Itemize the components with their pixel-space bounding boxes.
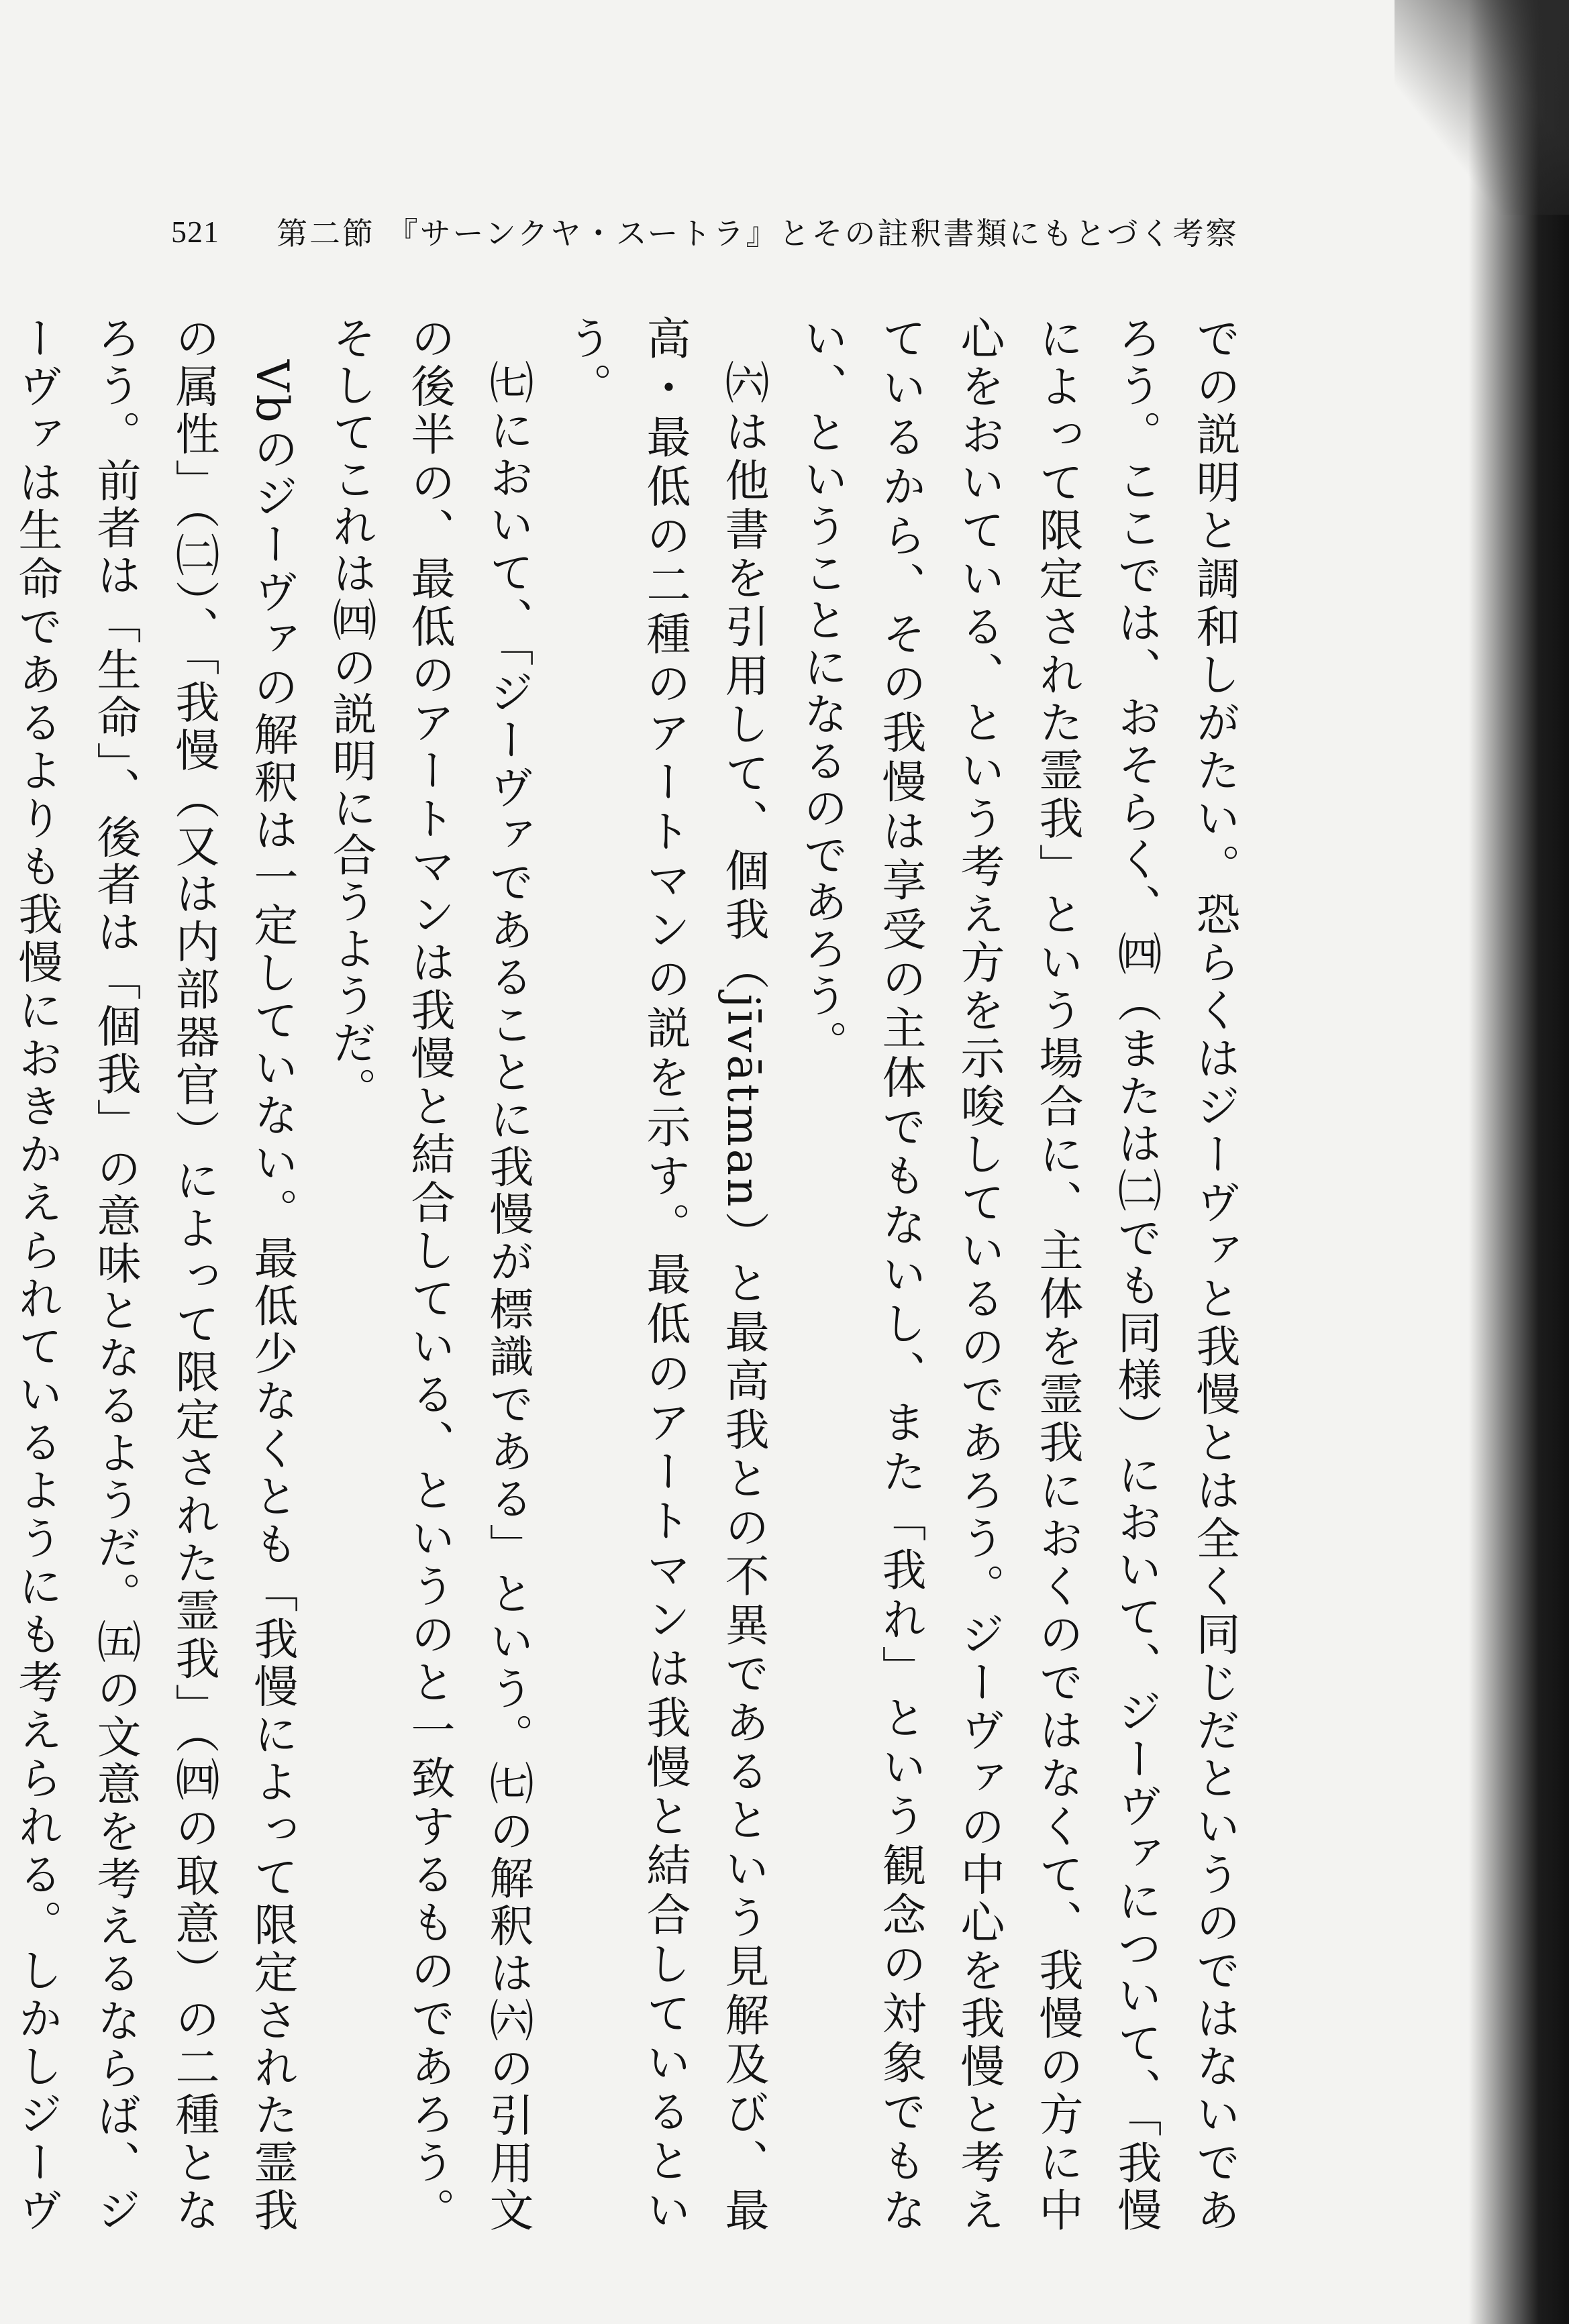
scan-shadow-edge [1468, 0, 1569, 2324]
paragraph-1: での説明と調和しがたい。恐らくはジーヴァと我慢とは全く同じだというのではないであろう。ここでは、おそらく、㈣（または㈡でも同様）において、ジーヴァについて、「我慢によって限定された霊我」という場合に、主体を霊我におくのではなくて、我慢の方に中心をおいている、という考え方を示唆しているのであろう。ジーヴァの中心を我慢と考えているから、その我慢は享受の主体でもないし、また「我れ」という観念の対象でもない、ということになるのであろう。 [796, 315, 1240, 2235]
running-header [171, 201, 1379, 262]
paragraph-4: Vbのジーヴァの解釈は一定していない。最低少なくとも「我慢によって限定された霊我の属性」（㈡）、「我慢（又は内部器官）によって限定された霊我」（㈣の取意）の二種となろう。前者は「生命」、後者は「個我」の意味となるようだ。㈤の文意を考えるならば、ジーヴァは生命であるよりも我慢におきかえられているようにも考えられる。しかしジーヴ [11, 315, 298, 2235]
paragraph-3: ㈦において、「ジーヴァであることに我慢が標識である」という。㈦の解釈は㈥の引用文の後半の、最低のアートマンは我慢と結合している、というのと一致するものであろう。そしてこれは㈣の説明に合うようだ。 [325, 315, 534, 2234]
scan-shadow-corner [1395, 0, 1569, 215]
header-title: 第二節 『サーンクヤ・スートラ』とその註釈書類にもとづく考察 [276, 215, 1239, 252]
body-text [11, 315, 1254, 2235]
paragraph-2: ㈥は他書を引用して、個我（jīvātman）と最高我との不異であるという見解及び、最高・最低の二種のアートマンの説を示す。最低のアートマンは我慢と結合しているという。 [560, 315, 769, 2234]
page-number: 521 [171, 214, 219, 249]
